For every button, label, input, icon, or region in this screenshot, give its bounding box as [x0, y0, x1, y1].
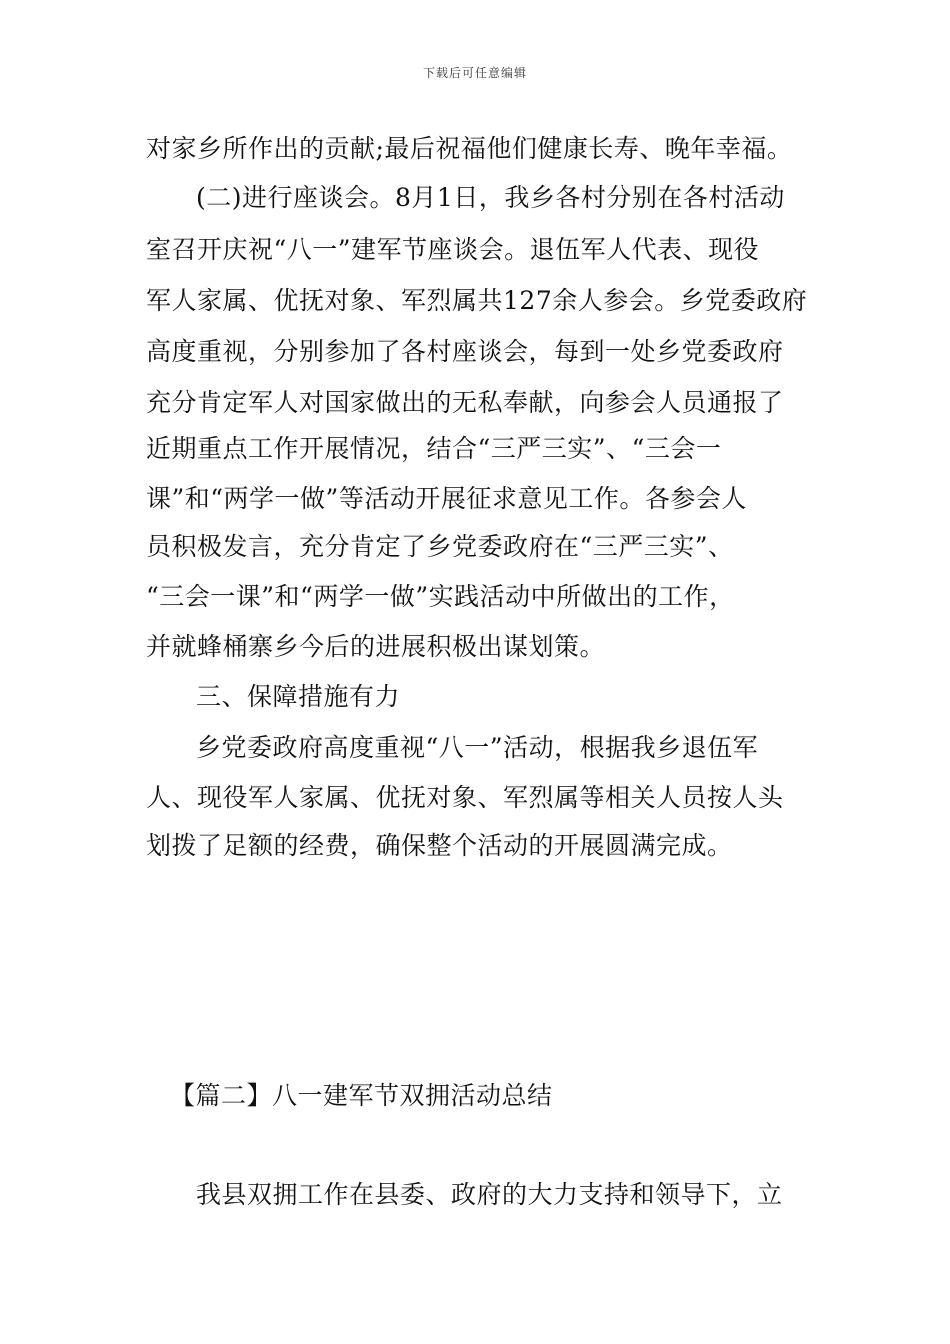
part-two-title: 【篇二】八一建军节双拥活动总结	[170, 1081, 553, 1110]
text-line: (二)进行座谈会。8月1日，我乡各村分别在各村活动	[196, 183, 785, 212]
text-line: 并就蜂桶寨乡今后的进展积极出谋划策。	[146, 632, 606, 661]
text-line: 员积极发言，充分肯定了乡党委政府在“三严三实”、	[146, 532, 734, 561]
text-line: 对家乡所作出的贡献;最后祝福他们健康长寿、晚年幸福。	[146, 134, 793, 163]
text-line: 高度重视，分别参加了各村座谈会，每到一处乡党委政府	[146, 337, 784, 366]
text-line: 乡党委政府高度重视“八一”活动，根据我乡退伍军	[196, 733, 759, 762]
text-line: 军人家属、优抚对象、军烈属共127余人参会。乡党委政府	[146, 286, 808, 315]
text-line: 充分肯定军人对国家做出的无私奉献，向参会人员通报了	[146, 388, 784, 417]
text-line: 课”和“两学一做”等活动开展征求意见工作。各参会人	[146, 484, 747, 513]
text-line: 划拨了足额的经费，确保整个活动的开展圆满完成。	[146, 831, 733, 860]
section-heading: 三、保障措施有力	[196, 682, 401, 711]
text-line: 我县双拥工作在县委、政府的大力支持和领导下，立	[196, 1180, 783, 1209]
page-header: 下载后可任意编辑	[422, 66, 527, 80]
text-line: “三会一课”和“两学一做”实践活动中所做出的工作，	[146, 582, 735, 611]
text-line: 室召开庆祝“八一”建军节座谈会。退伍军人代表、现役	[146, 235, 760, 264]
text-line: 人、现役军人家属、优抚对象、军烈属等相关人员按人头	[146, 783, 784, 812]
text-line: 近期重点工作开展情况，结合“三严三实”、“三会一	[146, 434, 722, 463]
